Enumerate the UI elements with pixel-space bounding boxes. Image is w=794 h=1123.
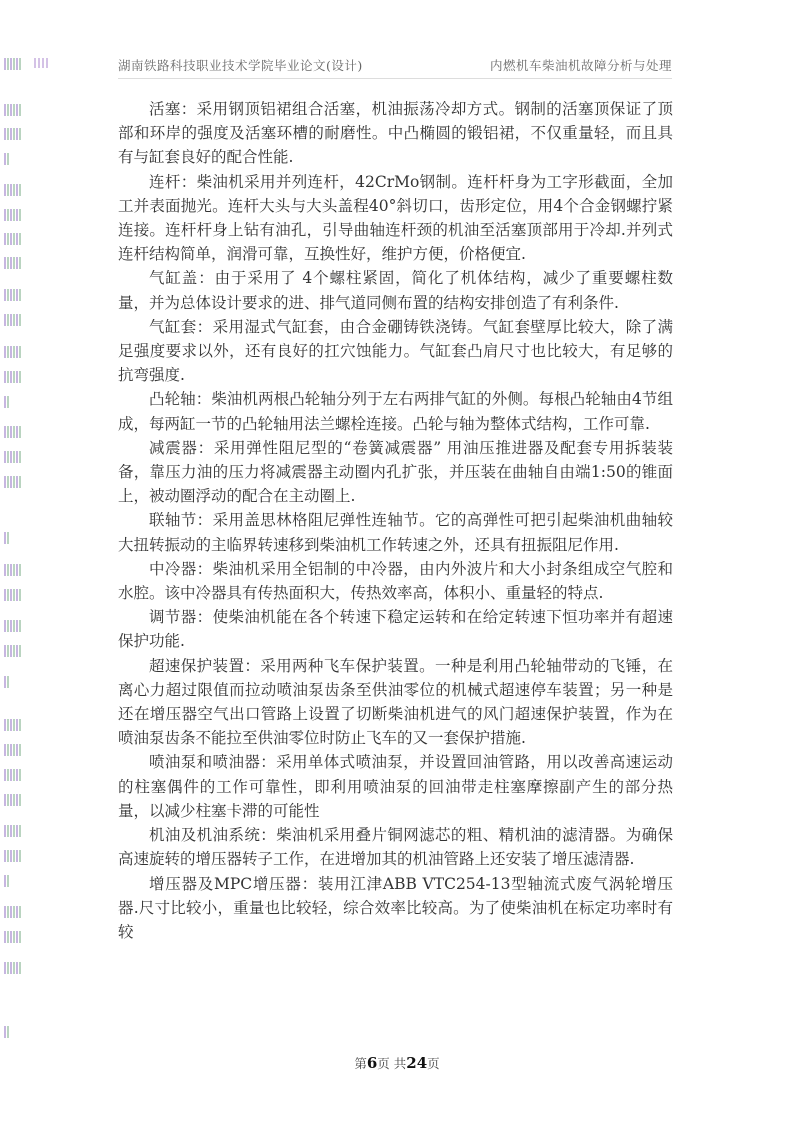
scan-mark: [4, 257, 22, 269]
scan-mark: [4, 289, 22, 301]
paragraph-text: 采用钢顶铝裙组合活塞，机油振荡冷却方式。钢制的活塞顶保证了顶部和环岸的强度及活塞环槽的耐磨性。中凸椭圆的锻铝裙，不仅重量轻，而且具有与缸套良好的配合性能.: [118, 100, 673, 167]
paragraph-text: 采用弹性阻尼型的“卷簧减震器” 用油压推进器及配套专用拆装装备，靠压力油的压力将减震器主动圈内孔扩张，并压装在曲轴自由端1:50的锥面上，被动圈浮动的配合在主动圈上.: [118, 438, 673, 506]
paragraph-text: 采用湿式气缸套，由合金硼铸铁浇铸。气缸套壁厚比较大，除了满足强度要求以外，还有良好的扛穴蚀能力。气缸套凸肩尺寸也比较大，有足够的抗弯强度.: [118, 317, 673, 385]
paragraph-label: 超速保护装置：: [149, 656, 261, 675]
scan-mark: [4, 184, 22, 196]
scan-mark: [4, 875, 10, 887]
left-margin-scan-marks: [4, 56, 24, 1066]
scan-mark: [4, 104, 22, 116]
scan-mark: [4, 564, 22, 576]
scan-mark: [4, 346, 22, 358]
paragraph-piston: [118, 97, 673, 170]
paragraph-overspeed-protection: [118, 654, 673, 751]
paragraph-text: 装用江津ABB VTC254-13型轴流式废气涡轮增压器.尺寸比较小，重量也比较轻，综合效率比较高。为了使柴油机在标定功率时有较: [118, 874, 673, 941]
paragraph-label: 气缸套：: [149, 317, 213, 336]
header-thesis-title: 内燃机车柴油机故障分析与处理: [489, 58, 672, 73]
scan-mark: [4, 233, 22, 245]
paragraph-camshaft: [118, 387, 673, 435]
paragraph-label: 中冷器：: [149, 559, 213, 578]
paragraph-connecting-rod: [118, 170, 673, 267]
paragraph-coupling: [118, 508, 673, 556]
scan-mark: [4, 209, 22, 221]
paragraph-label: 机油及机油系统：: [149, 826, 277, 845]
paragraph-cylinder-head: [118, 266, 673, 314]
paragraph-text: 柴油机采用全铝制的中冷器，由内外波片和大小封条组成空气腔和水腔。该中冷器具有传热面积大，传热效率高，体积小、重量轻的特点.: [118, 559, 673, 603]
scan-mark: [4, 744, 22, 756]
paragraph-text: 采用单体式喷油泵，并设置回油管路，用以改善高速运动的柱塞偶件的工作可靠性，即利用喷油泵的回油带走柱塞摩擦副产生的部分热量，以减少柱塞卡滞的可能性: [118, 753, 673, 820]
header-divider: [118, 78, 672, 79]
paragraph-label: 减震器：: [149, 438, 214, 457]
paragraph-text: 使柴油机能在各个转速下稳定运转和在给定转速下恒功率并有超速保护功能.: [118, 608, 673, 651]
scan-mark: [4, 962, 22, 974]
scan-mark: [4, 128, 22, 140]
scan-mark: [4, 769, 22, 781]
scan-mark: [4, 1026, 10, 1038]
paragraph-label: 增压器及MPC增压器：: [149, 874, 318, 893]
scan-mark: [4, 645, 22, 657]
scan-mark: [4, 476, 22, 488]
scan-mark: [4, 825, 22, 837]
paragraph-injection-pump: [118, 750, 673, 823]
scan-mark: [4, 426, 22, 438]
scan-mark: [34, 58, 48, 68]
paragraph-label: 气缸盖：: [149, 269, 215, 288]
scan-mark: [4, 719, 22, 731]
footer-prefix: 第: [354, 1056, 367, 1071]
page-header: [118, 56, 672, 74]
scan-mark: [4, 371, 22, 383]
body-text: [118, 97, 673, 944]
paragraph-label: 连杆：: [149, 172, 197, 191]
paragraph-text: 柴油机采用并列连杆，42CrMo钢制。连杆杆身为工字形截面，全加工并表面抛光。连杆大头与大头盖程40°斜切口，齿形定位，用4个合金钢螺拧紧连接。连杆杆身上钻有油孔，引导曲轴连杆颈的机油至活塞顶部用于冷却.并列式连杆结构简单，润滑可靠，互换性好，维护方便，价格便宜.: [118, 172, 673, 264]
paragraph-damper: [118, 436, 673, 509]
paragraph-label: 调节器：: [149, 608, 213, 627]
scan-mark: [4, 153, 10, 165]
paragraph-text: 柴油机两根凸轮轴分列于左右两排气缸的外侧。每根凸轮轴由4节组成，每两缸一节的凸轮轴用法兰螺栓连接。凸轮与轴为整体式结构，工作可靠.: [118, 390, 673, 433]
scan-mark: [4, 620, 22, 632]
header-school-title: 湖南铁路科技职业技术学院毕业论文(设计): [118, 58, 363, 73]
paragraph-intercooler: [118, 557, 673, 605]
scan-mark: [4, 906, 22, 918]
paragraph-text: 采用两种飞车保护装置。一种是利用凸轮轴带动的飞锤，在离心力超过限值而拉动喷油泵齿条至供油零位的机械式超速停车装置；另一种是还在增压器空气出口管路上设置了切断柴油机进气的风门超速保护装置，作为在喷油泵齿条不能拉至供油零位时防止飞车的又一套保护措施.: [118, 656, 673, 748]
scan-mark: [4, 850, 22, 862]
scan-mark: [4, 532, 10, 544]
page-footer: [0, 1054, 794, 1072]
paragraph-text: 由于采用了 4个螺柱紧固，简化了机体结构，减少了重要螺柱数量，并为总体设计要求的进、排气道同侧布置的结构安排创造了有利条件.: [118, 269, 673, 312]
paragraph-text: 柴油机采用叠片铜网滤芯的粗、精机油的滤清器。为确保高速旋转的增压器转子工作，在进增加其的机油管路上还安装了增压滤清器.: [118, 826, 673, 869]
scan-mark: [4, 794, 22, 806]
paragraph-cylinder-liner: [118, 315, 673, 388]
paragraph-label: 联轴节：: [149, 511, 213, 530]
scan-mark: [4, 396, 10, 408]
paragraph-label: 凸轮轴：: [149, 390, 212, 409]
paragraph-label: 喷油泵和喷油器：: [149, 753, 277, 772]
page-number: 6: [366, 1054, 378, 1072]
paragraph-governor: [118, 605, 673, 653]
scan-mark: [4, 58, 22, 70]
scan-mark: [4, 589, 22, 601]
paragraph-text: 采用盖思林格阻尼弹性连轴节。它的高弹性可把引起柴油机曲轴较大扭转振动的主临界转速移到柴油机工作转速之外，还具有扭振阻尼作用.: [118, 511, 673, 554]
scan-mark: [4, 931, 22, 943]
scan-mark: [4, 451, 22, 463]
paragraph-oil-system: [118, 823, 673, 871]
paragraph-label: 活塞：: [149, 100, 197, 118]
scan-mark: [4, 314, 22, 326]
paragraph-turbocharger: [118, 872, 673, 945]
footer-middle: 页 共: [377, 1056, 407, 1071]
scan-mark: [4, 676, 10, 688]
footer-suffix: 页: [427, 1056, 440, 1071]
page-total: 24: [406, 1054, 428, 1072]
